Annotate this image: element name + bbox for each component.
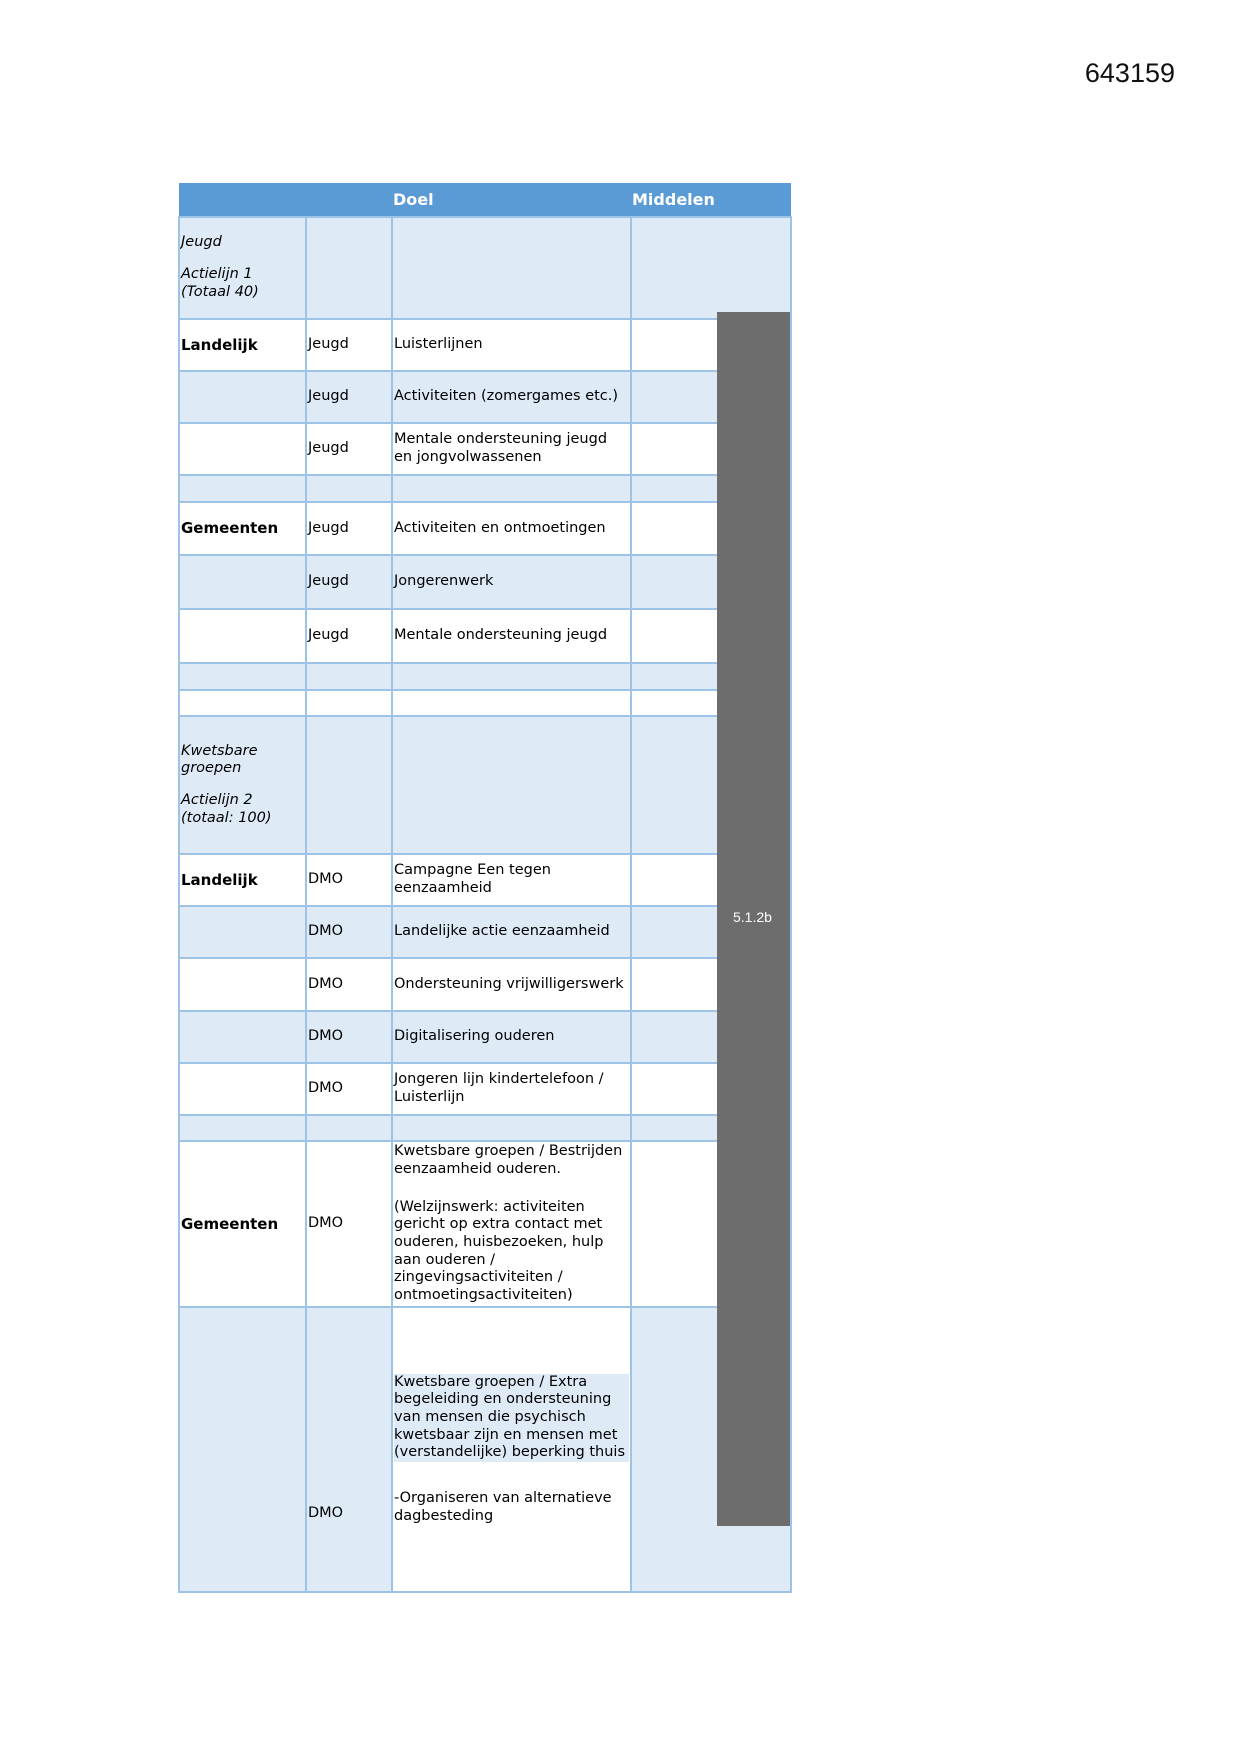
goal-text: Kwetsbare groepen / Extra begeleiding en ondersteuning van mensen die psychisch kwetsbaar zijn en mensen met (verstandelijke) beperking thuis (394, 1374, 629, 1462)
region-cell (179, 555, 306, 609)
header-cell-means: Middelen (631, 183, 791, 217)
spacer-row (179, 475, 791, 502)
goal-cell: Jongeren lijn kindertelefoon / Luisterlijn (392, 1063, 631, 1115)
party-cell: Jeugd (306, 502, 392, 555)
spacer-row (179, 690, 791, 716)
party-cell: Jeugd (306, 319, 392, 371)
region-cell: Landelijk (179, 854, 306, 906)
party-cell: DMO (306, 906, 392, 958)
region-cell: Landelijk (179, 319, 306, 371)
goal-cell: Ondersteuning vrijwilligerswerk (392, 958, 631, 1011)
header-cell-goal: Doel (392, 183, 631, 217)
document-number: 643159 (1084, 58, 1175, 88)
region-cell (179, 958, 306, 1011)
goal-cell: Landelijke actie eenzaamheid (392, 906, 631, 958)
party-cell: DMO (306, 854, 392, 906)
region-cell (179, 1011, 306, 1063)
region-cell (179, 609, 306, 663)
region-cell: Gemeenten (179, 502, 306, 555)
table-row (179, 609, 791, 663)
goal-cell: Mentale ondersteuning jeugd (392, 609, 631, 663)
region-cell (179, 423, 306, 475)
party-cell: Jeugd (306, 423, 392, 475)
party-cell: DMO (306, 1063, 392, 1115)
party-cell: DMO (306, 958, 392, 1011)
goal-cell: Mentale ondersteuning jeugd en jongvolwassenen (392, 423, 631, 475)
table-row (179, 906, 791, 958)
party-cell: DMO (306, 1307, 392, 1592)
section-total: (totaal: 100) (181, 809, 272, 826)
section-row-youth (179, 217, 791, 319)
goal-cell (392, 1141, 631, 1307)
region-cell (179, 1307, 306, 1592)
table-row (179, 502, 791, 555)
goal-cell: Digitalisering ouderen (392, 1011, 631, 1063)
section-actionline: Actielijn 1 (181, 266, 253, 283)
header-cell-region (179, 183, 306, 217)
table-row (179, 1063, 791, 1115)
section-title: Jeugd (181, 234, 222, 251)
table-row (179, 555, 791, 609)
goal-cell: Jongerenwerk (392, 555, 631, 609)
table-row (179, 423, 791, 475)
table-row (179, 854, 791, 906)
table-container (178, 183, 790, 1593)
goal-cell: Luisterlijnen (392, 319, 631, 371)
section-row-vulnerable (179, 716, 791, 854)
goal-text: Kwetsbare groepen / Bestrijden eenzaamheid ouderen. (394, 1143, 623, 1177)
goal-detail-text: (Welzijnswerk: activiteiten gericht op extra contact met ouderen, huisbezoeken, hulp aan ouderen / zingevingsactiviteiten / ontmoetingsactiviteiten) (394, 1198, 604, 1304)
party-cell: DMO (306, 1141, 392, 1307)
section-label-youth (179, 217, 306, 319)
redaction-label: 5.1.2b (733, 909, 772, 925)
header-cell-party (306, 183, 392, 217)
spacer-row (179, 663, 791, 690)
section-title: Kwetsbare groepen (181, 742, 258, 777)
region-cell: Gemeenten (179, 1141, 306, 1307)
spacer-row (179, 1115, 791, 1141)
goal-detail-text: -Organiseren van alternatieve dagbesteding (394, 1490, 612, 1524)
header-row (179, 183, 791, 217)
table-row (179, 1307, 791, 1592)
table-row (179, 371, 791, 423)
region-cell (179, 371, 306, 423)
goal-cell: Activiteiten (zomergames etc.) (392, 371, 631, 423)
goal-cell (392, 1307, 631, 1592)
region-cell (179, 906, 306, 958)
table-row (179, 319, 791, 371)
party-cell: Jeugd (306, 555, 392, 609)
party-cell: Jeugd (306, 609, 392, 663)
region-cell (179, 1063, 306, 1115)
section-actionline: Actielijn 2 (181, 792, 253, 808)
table-row (179, 1011, 791, 1063)
party-cell: DMO (306, 1011, 392, 1063)
goal-cell: Campagne Een tegen eenzaamheid (392, 854, 631, 906)
section-total: (Totaal 40) (181, 283, 259, 300)
goal-cell: Activiteiten en ontmoetingen (392, 502, 631, 555)
table-row (179, 958, 791, 1011)
section-label-vulnerable (179, 716, 306, 854)
party-cell: Jeugd (306, 371, 392, 423)
budget-table (178, 183, 792, 1593)
table-row (179, 1141, 791, 1307)
redaction-block (717, 312, 790, 1526)
